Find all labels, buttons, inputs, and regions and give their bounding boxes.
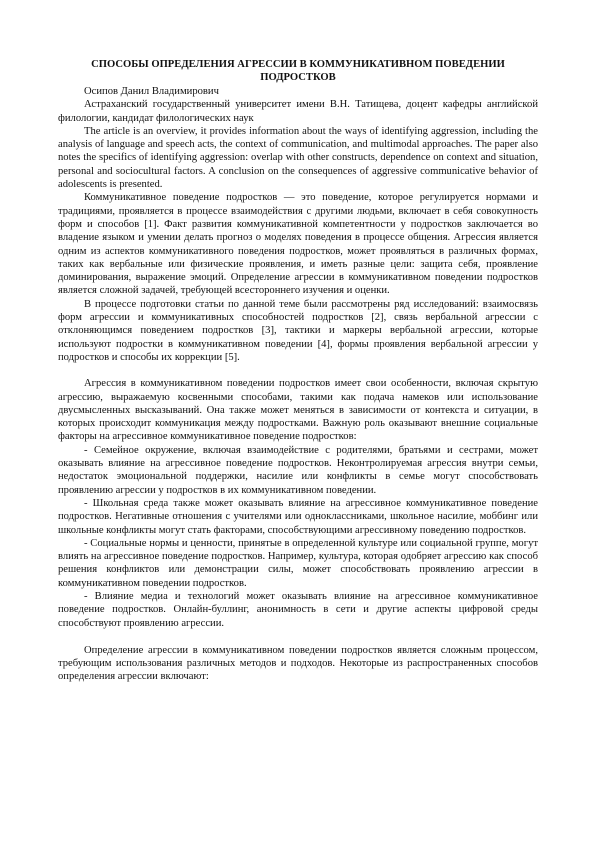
list-item: - Семейное окружение, включая взаимодействие с родителями, братьями и сестрами, может оказывать влияние на агрессивное поведение подростков. Неконтролируемая агрессия внутри семьи, недостаток эмоциональной поддержки, насилие или конфликты в семье могут способствовать проявлению агрессии у подростков в их коммуникативном поведении. — [58, 444, 538, 496]
author-affiliation: Астраханский государственный университет имени В.Н. Татищева, доцент кафедры английской филологии, кандидат филологических наук — [58, 99, 538, 124]
list-item: - Школьная среда также может оказывать влияние на агрессивное коммуникативное поведение подростков. Негативные отношения с учителями или одноклассниками, школьное насилие, моббинг или школьные конфликты могут стать факторами, способствующими агрессивному поведению подростков. — [58, 497, 538, 536]
body-paragraph: Коммуникативное поведение подростков — это поведение, которое регулируется нормами и традициями, проявляется в процессе взаимодействия с другими людьми, включает в себя совокупность форм и способов [1]. Факт развития коммуникативной компетентности у подростков заключается во владение языком и умении делать прогноз о моделях поведения в процессе общения. Агрессия является одним из аспектов коммуникативного поведения подростков, может проявляться в различных формах, таких как вербальные или физические проявления, и иметь разные цели: защита себя, проявление доминирования, выражение эмоций. Определение агрессии в коммуникативном поведении подростков является сложной задачей, требующей всестороннего изучения и оценки. — [58, 192, 538, 297]
author-name: Осипов Данил Владимирович — [84, 86, 219, 97]
list-item: - Социальные нормы и ценности, принятые в определенной культуре или социальной группе, могут влиять на агрессивное поведение подростков. Например, культура, которая одобряет агрессию как способ решения конфликтов или демонстрации силы, может способствовать проявлению агрессии в коммуникативном поведении подростков. — [58, 537, 538, 589]
list-item: - Влияние медиа и технологий может оказывать влияние на агрессивное коммуникативное поведение подростков. Онлайн-буллинг, анонимность в сети и другие аспекты цифровой среды способствуют проявлению агрессии. — [58, 590, 538, 629]
article-title: СПОСОБЫ ОПРЕДЕЛЕНИЯ АГРЕССИИ В КОММУНИКАТИВНОМ ПОВЕДЕНИИ ПОДРОСТКОВ — [91, 59, 505, 83]
abstract: The article is an overview, it provides information about the ways of identifying aggression, including the analysis of language and speech acts, the context of communication, and multimodal approaches. The paper also notes the specifics of identifying aggression: overlap with other constructs, dependence on context and situation, personal and sociocultural factors. A conclusion on the consequences of aggressive communicative behavior of adolescents is presented. — [58, 125, 538, 191]
section-spacer — [58, 364, 538, 377]
body-paragraph: Определение агрессии в коммуникативном поведении подростков является сложным процессом, требующим использования различных методов и подходов. Некоторые из распространенных способов определения агрессии включают: — [58, 644, 538, 683]
body-paragraph: В процессе подготовки статьи по данной теме были рассмотрены ряд исследований: взаимосвязь форм агрессии и коммуникативных способностей подростков [2], связь вербальной агрессии с отклоняющимся поведением подростков [3], тактики и маркеры вербальной агрессии, которые используют подростки в коммуникативном поведении [4], формы проявления вербальной агрессии у подростков и способы их коррекции [5]. — [58, 298, 538, 363]
section-spacer — [58, 630, 538, 644]
body-paragraph: Агрессия в коммуникативном поведении подростков имеет свои особенности, включая скрытую агрессию, выражаемую косвенными способами, такими как подача намеков или использование двусмысленных высказываний. Она также может меняться в зависимости от контекста и ситуации, в которых происходит коммуникация между подростками. Важную роль оказывают внешние социальные факторы на агрессивное коммуникативное поведение подростков: — [58, 378, 538, 443]
